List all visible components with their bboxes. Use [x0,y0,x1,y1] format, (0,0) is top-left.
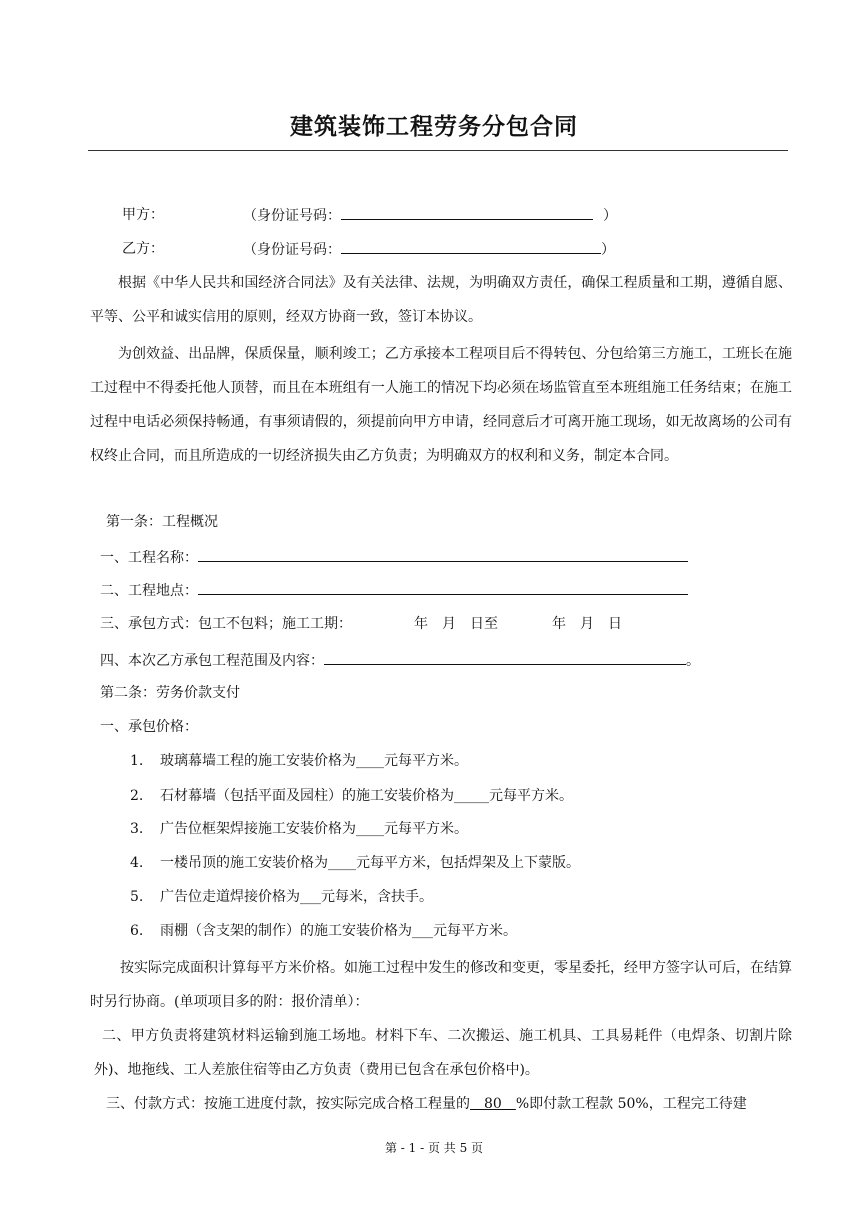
page-footer: 第 - 1 - 页 共 5 页 [384,1141,484,1155]
party-a-id-line [243,205,617,226]
project-name-blank [198,547,688,562]
contract-mode-line [100,614,622,634]
price-item-blank: ____ [356,821,384,837]
price-item-blank: ____ [356,753,384,769]
price-item-text: 石材幕墙（包括平面及园柱）的施工安装价格为 [160,788,454,804]
price-item-number: 2. [130,788,144,804]
price-item-number: 5. [130,889,144,905]
project-location-blank [198,580,688,595]
price-item-text: 一楼吊顶的施工安装价格为 [160,855,328,871]
project-name-label: 一、工程名称： [100,550,198,566]
party-b-label: 乙方： [122,241,164,257]
price-item-text: 广告位走道焊接价格为 [160,889,300,905]
purpose-paragraph: 为创效益、出品牌，保质保量，顺利竣工；乙方承接本工程项目后不得转包、分包给第三方施工，工班长在施工过程中不得委托他人顶替，而且在本班组有一人施工的情况下均必须在场监管直至本班组施工任务结束；在施工过程中电话必须保持畅通，有事须请假的，须提前向甲方申请，经同意后才可离开施工现场，如无故离场的公司有权终止合同，而且所造成的一切经济损失由乙方负责；为明确双方的权利和义务，制定本合同。 [90,346,792,464]
price-item-number: 3. [130,821,144,837]
materials-paragraph: 二、甲方负责将建筑材料运输到施工场地。材料下车、二次搬运、施工机具、工具易耗件（电焊条、切割片除外)、地拖线、工人差旅住宿等由乙方负责（费用已包含在承包价格中)。 [94,1028,792,1078]
price-heading: 一、承包价格： [100,719,198,735]
scope-blank [324,650,686,665]
party-a-id-label: （身份证号码： [243,208,341,224]
intro-paragraph: 根据《中华人民共和国经济合同法》及有关法律、法规，为明确双方责任，确保工程质量和工期，遵循自愿、平等、公平和诚实信用的原则，经双方协商一致，签订本协议。 [90,275,792,325]
contract-title: 建筑装饰工程劳务分包合同 [290,114,578,140]
project-location-label: 二、工程地点： [100,583,198,599]
project-name-line [100,547,688,568]
article1-heading: 第一条：工程概况 [106,514,218,530]
price-item-6 [130,921,517,941]
price-item-5 [130,887,433,907]
title-divider [88,150,788,151]
party-a-label: 甲方： [122,207,164,223]
price-item-number: 1. [130,753,144,769]
date-to-text: 年 月 日 [552,616,622,632]
price-item-4 [130,853,580,873]
party-b-id-label: （身份证号码： [243,242,341,258]
party-a-id-close: ） [603,208,617,224]
scope-end: 。 [686,653,700,669]
price-item-unit: 元每米，含扶手。 [321,889,433,905]
price-item-blank: ____ [328,855,356,871]
party-b-id-blank [341,239,601,254]
payment-percentage: 80 [470,1096,516,1112]
price-item-1 [130,751,468,771]
price-item-3 [130,819,468,839]
article2-heading: 第二条：劳务价款支付 [100,685,240,701]
price-item-blank: _____ [454,788,489,804]
price-item-text: 广告位框架焊接施工安装价格为 [160,821,356,837]
scope-label: 四、本次乙方承包工程范围及内容： [100,653,324,669]
payment-text: 三、付款方式：按施工进度付款，按实际完成合格工程量的 [106,1096,470,1112]
party-a-id-blank [341,205,593,220]
scope-line [100,650,700,671]
party-b-id-close: ） [601,242,615,258]
price-item-text: 雨棚（含支架的制作）的施工安装价格为 [160,923,412,939]
price-item-unit: 元每平方米。 [433,923,517,939]
area-note-paragraph: 按实际完成面积计算每平方米价格。如施工过程中发生的修改和变更，零星委托，经甲方签字认可后，在结算时另行协商。(单项项目多的附：报价清单）： [90,960,792,1010]
project-location-line [100,580,688,601]
price-item-text: 玻璃幕墙工程的施工安装价格为 [160,753,356,769]
price-item-blank: ___ [300,889,321,905]
price-item-2 [130,786,573,806]
payment-text-tail: %即付款工程款 50%，工程完工待建 [515,1096,747,1112]
date-from-text: 年 月 日至 [414,616,498,632]
contract-mode-text: 三、承包方式：包工不包料；施工工期： [100,616,352,632]
price-item-unit: 元每平方米。 [384,821,468,837]
price-item-blank: ___ [412,923,433,939]
price-item-unit: 元每平方米。 [489,788,573,804]
party-b-id-line [243,239,615,260]
payment-line [106,1094,747,1114]
price-item-unit: 元每平方米。 [384,753,468,769]
price-item-number: 6. [130,923,144,939]
price-item-number: 4. [130,855,144,871]
price-item-unit: 元每平方米，包括焊架及上下蒙版。 [356,855,580,871]
